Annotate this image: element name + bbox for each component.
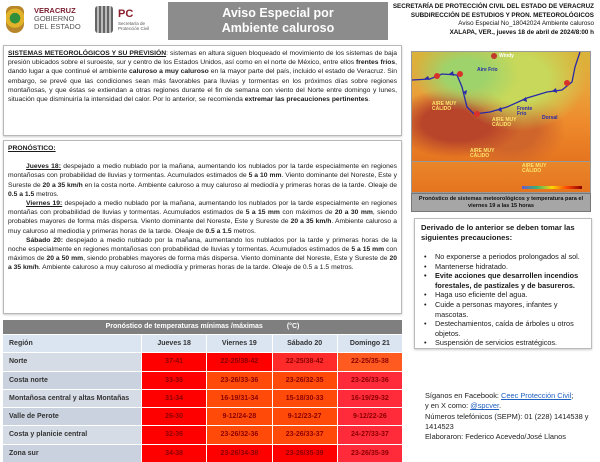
temperature-cell: 26-30 [142, 408, 206, 425]
day-bold: 0.5 a 1.5 [8, 190, 35, 198]
facebook-suffix: ; [571, 391, 574, 400]
systems-text: , dando lugar a que continué el ambiente [8, 59, 397, 76]
col-header-day: Viernes 19 [207, 335, 271, 352]
org-line2: SUBDIRECCIÓN DE ESTUDIOS Y PRON. METEOROLÓGICOS [410, 11, 594, 19]
day-text: , siendo probables mayores de forma más dispersa. Viento dominante del Noreste, Este y Sureste de [8, 209, 397, 226]
pc-logo-abbr: PC [118, 8, 134, 20]
temperature-table [3, 320, 402, 462]
aire-muy-calido-label: AIRE MUY CÁLIDO [432, 101, 457, 112]
temperature-cell: 32-36 [142, 426, 206, 443]
temperature-cell: 23-26/32-36 [207, 426, 271, 443]
precaution-item: • Destechamientos, caída de árboles u otros objetos. [421, 319, 585, 338]
temperature-cell: 15-18/30-33 [273, 390, 337, 407]
day-text: . Ambiente caluroso a muy caluroso al mediodía y primeras horas de la tarde. Oleaje de 0.5 a 1.5 metros. [38, 264, 354, 272]
day-bold: 5 a 15 mm [245, 209, 280, 217]
temperature-cell: 9-12/22-26 [338, 408, 402, 425]
precautions-list [421, 252, 585, 348]
table-unit: (°C) [286, 323, 300, 330]
phone-numbers: Números telefónicos (SEPM): 01 (228) 1414538 y 1414523 [425, 411, 589, 431]
logo-ver-line3: DEL ESTADO [34, 22, 81, 31]
systems-text: en la mayor parte del país, incluido el estado de Veracruz. Sin embargo, se prevé que las condiciones sean más favorables para lluvias y tormentas en los próximos días sobre regiones montañosas, y que éstas se extiendan a otras regiones durante el fin de semana con viento del Norte entre domingo y lunes, situación que disminuiría la intensidad del calor. Por lo anterior, se recomienda [8, 68, 398, 104]
aire-frio-label: Aire Frío [477, 67, 498, 73]
logo-ver-line2: GOBIERNO [34, 14, 75, 23]
weather-map [411, 51, 591, 162]
temperature-cell: 16-19/29-32 [338, 390, 402, 407]
region-cell: Norte [3, 353, 141, 370]
table-row [3, 426, 402, 443]
temperature-cell: 16-19/31-34 [207, 390, 271, 407]
day-text: . Ambiente caluroso a muy caluroso al mediodía y primeras horas de la tarde. Oleaje de [8, 218, 397, 235]
day-label: Sábado 20: [26, 236, 64, 244]
day-bold: 20 a 50 mm [46, 255, 84, 263]
authors: Elaboraron: Federico Acevedo/José Llanos [425, 432, 566, 442]
precaution-item: • Cuide a personas mayores, infantes y mascotas. [421, 300, 585, 319]
forecast-day-sabado [8, 236, 397, 273]
notice-title [168, 2, 388, 40]
systems-bold: frentes fríos [356, 59, 396, 67]
forecast-title: PRONÓSTICO: [8, 145, 56, 152]
day-bold: 5 a 10 mm [248, 172, 282, 180]
logo-ver-line1: VERACRUZ [34, 6, 76, 15]
precautions-box [414, 218, 592, 349]
day-text: con máximos de [279, 209, 335, 217]
table-header-row [3, 335, 402, 352]
col-header-day: Jueves 18 [142, 335, 206, 352]
region-cell: Valle de Perote [3, 408, 141, 425]
temperature-cell: 22-25/38-42 [273, 353, 337, 370]
day-text: con máximos de [8, 246, 397, 263]
x-suffix: . [499, 401, 502, 411]
header [0, 0, 600, 42]
aire-muy-calido-label: AIRE MUY CÁLIDO [522, 163, 547, 174]
day-bold: 20 a 35 km/h [8, 255, 397, 272]
systems-text: . [368, 96, 371, 104]
org-line1: SECRETARÍA DE PROTECCIÓN CIVIL DEL ESTADO DE VERACRUZ [392, 3, 594, 10]
location-date: XALAPA, VER., jueves 18 de abril de 2024/8:00 h [449, 28, 594, 36]
systems-bold: extremar las precauciones pertinentes [244, 96, 369, 104]
temperature-cell: 31-34 [142, 390, 206, 407]
day-text: . Viento dominante del Noreste, Este y Sureste de [8, 172, 397, 189]
weather-map-lower [411, 162, 591, 193]
temperature-cell: 9-12/24-28 [207, 408, 271, 425]
table-title-text: Pronóstico de temperaturas mínimas /máximas [105, 323, 263, 330]
veracruz-government-logo [34, 7, 81, 31]
x-line [425, 401, 597, 411]
day-text: despejado a medio nublado por la mañana, aumentando los nublados por la tarde y primeras horas de la noche especialmente en regiones montañosas con probabilidad de lluvias y tormentas. Acumulados estimados de [8, 236, 397, 254]
aire-muy-calido-label: AIRE MUY CÁLIDO [492, 117, 517, 128]
table-row [3, 353, 402, 370]
aviso-id: Aviso Especial No_18042024 Ambiente caluroso [458, 20, 594, 27]
day-text: metros. [231, 227, 257, 235]
temperature-cell: 33-36 [142, 372, 206, 389]
day-bold: 5 a 15 mm [351, 246, 385, 254]
table-row [3, 372, 402, 389]
systems-title: SISTEMAS METEOROLÓGICOS Y SU PREVISIÓN [8, 50, 167, 57]
map-caption: Pronóstico de sistemas meteorológicos y temperatura para el viernes 19 a las 15 horas [411, 193, 591, 212]
day-bold: 20 a 30 mm [334, 209, 373, 217]
temperature-cell: 23-26/35-39 [338, 445, 402, 462]
aire-muy-calido-label: AIRE MUY CÁLIDO [470, 148, 495, 159]
day-text: , siendo probables mayores de forma más dispersa. Viento dominante del Noreste, Este y Sureste de [83, 255, 390, 263]
table-row [3, 445, 402, 462]
temperature-cell: 24-27/33-37 [338, 426, 402, 443]
forecast-day-viernes [8, 199, 397, 236]
temperature-cell: 22-25/35-38 [338, 353, 402, 370]
header-org-info [393, 3, 594, 37]
day-text: despejado a medio nublado por la mañana, aumentando los nublados por la tarde especialmente en regiones montañas con probabilidad de lluvias y tormentas. Acumulados estimados de [8, 200, 397, 217]
region-cell: Montañosa central y altas Montañas [3, 390, 141, 407]
temperature-cell: 23-26/32-35 [273, 372, 337, 389]
facebook-link[interactable]: Ceec Protección Civil [501, 391, 572, 400]
day-bold: 20 a 35 km/h [290, 218, 332, 226]
table-row [3, 390, 402, 407]
day-text: despejado a medio nublado por la mañana, aumentando los nublados por la tarde especialmente en regiones montañosas con probabilidad de lluvias y tormentas. Acumulados estimados de [8, 163, 397, 180]
systems-bold: caluroso a muy caluroso [129, 68, 209, 76]
notice-title-line2: Ambiente caluroso [221, 21, 335, 35]
precaution-item: • Evite acciones que desarrollen incendios forestales, de pastizales y de basureros. [421, 271, 585, 290]
precaution-item: • Haga uso eficiente del agua. [421, 290, 585, 300]
day-label: Jueves 18: [26, 163, 61, 171]
day-label: Viernes 19: [26, 200, 63, 208]
region-cell: Zona sur [3, 445, 141, 462]
veracruz-coat-of-arms-icon [6, 6, 24, 33]
meteorological-systems-section [3, 45, 402, 136]
facebook-line [425, 391, 597, 401]
day-bold: 0.5 a 1.5 [205, 227, 232, 235]
forecast-day-jueves [8, 162, 397, 199]
temperature-cell: 34-38 [142, 445, 206, 462]
x-link[interactable]: @spcver [470, 401, 500, 411]
precaution-item: • Suspensión de servicios estratégicos. [421, 338, 585, 348]
temperature-cell: 23-26/35-39 [273, 445, 337, 462]
temperature-table-title [3, 320, 402, 334]
windy-label: Windy [499, 53, 514, 59]
contact-info [425, 391, 597, 442]
temperature-cell: 23-26/34-38 [207, 445, 271, 462]
region-cell: Costa norte [3, 372, 141, 389]
day-text: metros. [34, 190, 59, 198]
table-body [3, 353, 402, 462]
col-header-day: Sábado 20 [273, 335, 337, 352]
systems-text: : sistemas en altura siguen bloqueado el movimiento de los sistemas de baja presión ubicados sobre el suroeste, sur y centro de los Estados Unidos, así como en el norte de México, entre ellos [8, 50, 397, 67]
col-header-region: Región [3, 335, 141, 352]
precautions-title: Derivado de lo anterior se deben tomar las siguientes precauciones: [421, 223, 575, 242]
temperature-cell: 9-12/23-27 [273, 408, 337, 425]
precaution-item: • Mantenerse hidratado. [421, 262, 585, 272]
temperature-cell: 37-41 [142, 353, 206, 370]
x-prefix: y en X como: [425, 401, 471, 411]
table-row [3, 408, 402, 425]
facebook-prefix: Síganos en Facebook: [425, 391, 502, 400]
frente-frio-label: Frente Frío [517, 106, 533, 117]
day-text: en la costa norte. Ambiente caluroso a muy caluroso al mediodía y primeras horas de la tarde. Oleaje de [82, 181, 397, 189]
col-header-day: Domingo 21 [338, 335, 402, 352]
left-column [3, 45, 402, 314]
region-cell: Costa y planicie central [3, 426, 141, 443]
day-bold: 20 a 35 km/h [42, 181, 83, 189]
temperature-cell: 23-26/33-37 [273, 426, 337, 443]
notice-title-line1: Aviso Especial por [222, 6, 334, 20]
temperature-cell: 22-25/38-42 [207, 353, 271, 370]
pc-logo-subtitle: Secretaría de Protección Civil [118, 21, 150, 31]
forecast-section [3, 140, 402, 314]
temperature-cell: 23-26/33-36 [338, 372, 402, 389]
pc-emblem-icon [95, 6, 113, 33]
dorsal-label: Dorsal [542, 115, 558, 121]
color-scale-legend [522, 186, 582, 189]
temperature-cell: 23-26/33-36 [207, 372, 271, 389]
precaution-item: • No exponerse a periodos prolongados al sol. [421, 252, 585, 262]
